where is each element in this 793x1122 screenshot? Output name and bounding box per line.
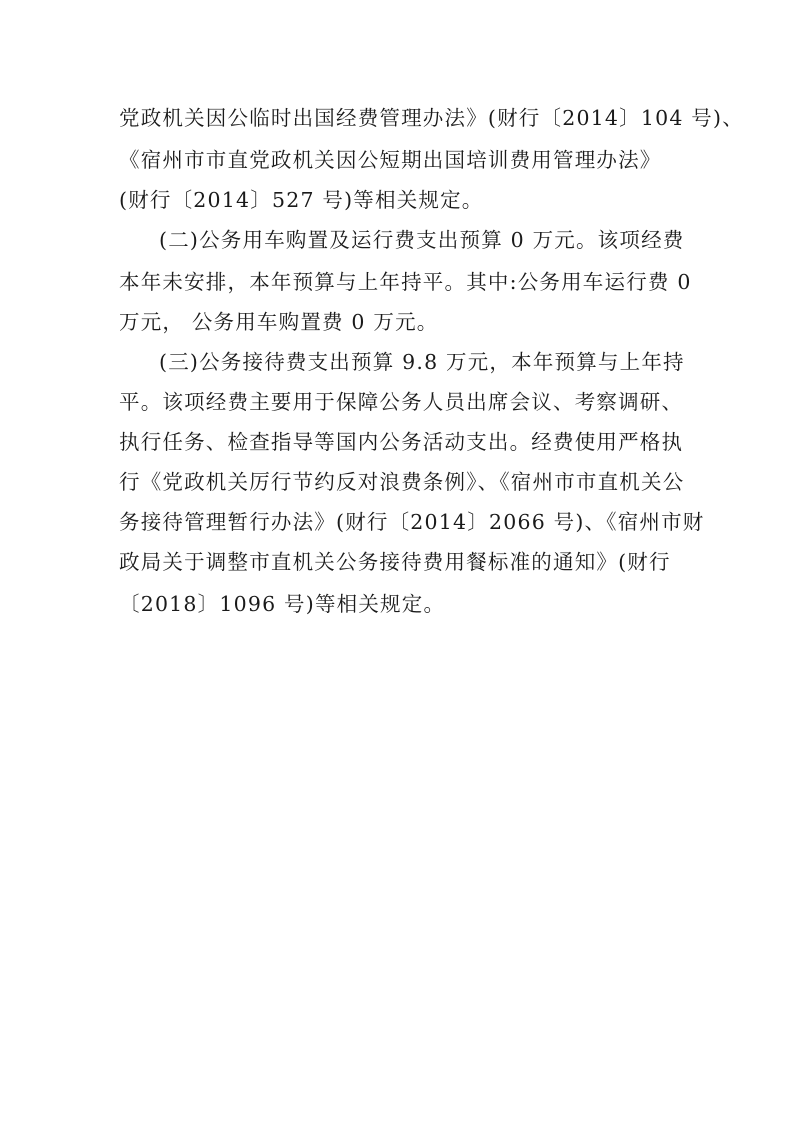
text-line-10: 行《党政机关厉行节约反对浪费条例》、《宿州市市直机关公 — [119, 470, 685, 494]
text-line-7: (三)公务接待费支出预算 9.8 万元，本年预算与上年持 — [159, 350, 685, 374]
text-line-9: 执行任务、检查指导等国内公务活动支出。经费使用严格执 — [119, 430, 684, 454]
text-line-13: 〔2018〕1096 号)等相关规定。 — [119, 592, 446, 616]
text-line-1: 党政机关因公临时出国经费管理办法》(财行〔2014〕104 号)、 — [119, 106, 744, 130]
text-line-12: 政局关于调整市直机关公务接待费用餐标准的通知》(财行 — [119, 550, 671, 574]
text-line-6: 万元， 公务用车购置费 0 万元。 — [119, 310, 439, 334]
text-line-11: 务接待管理暂行办法》(财行〔2014〕2066 号)、《宿州市财 — [119, 510, 705, 534]
text-line-3: (财行〔2014〕527 号)等相关规定。 — [119, 188, 484, 212]
text-line-8: 平。该项经费主要用于保障公务人员出席会议、考察调研、 — [119, 390, 684, 414]
text-line-2: 《宿州市市直党政机关因公短期出国培训费用管理办法》 — [119, 148, 662, 172]
text-line-5: 本年未安排，本年预算与上年持平。其中:公务用车运行费 0 — [119, 270, 692, 294]
text-line-4: (二)公务用车购置及运行费支出预算 0 万元。该项经费 — [159, 228, 685, 252]
